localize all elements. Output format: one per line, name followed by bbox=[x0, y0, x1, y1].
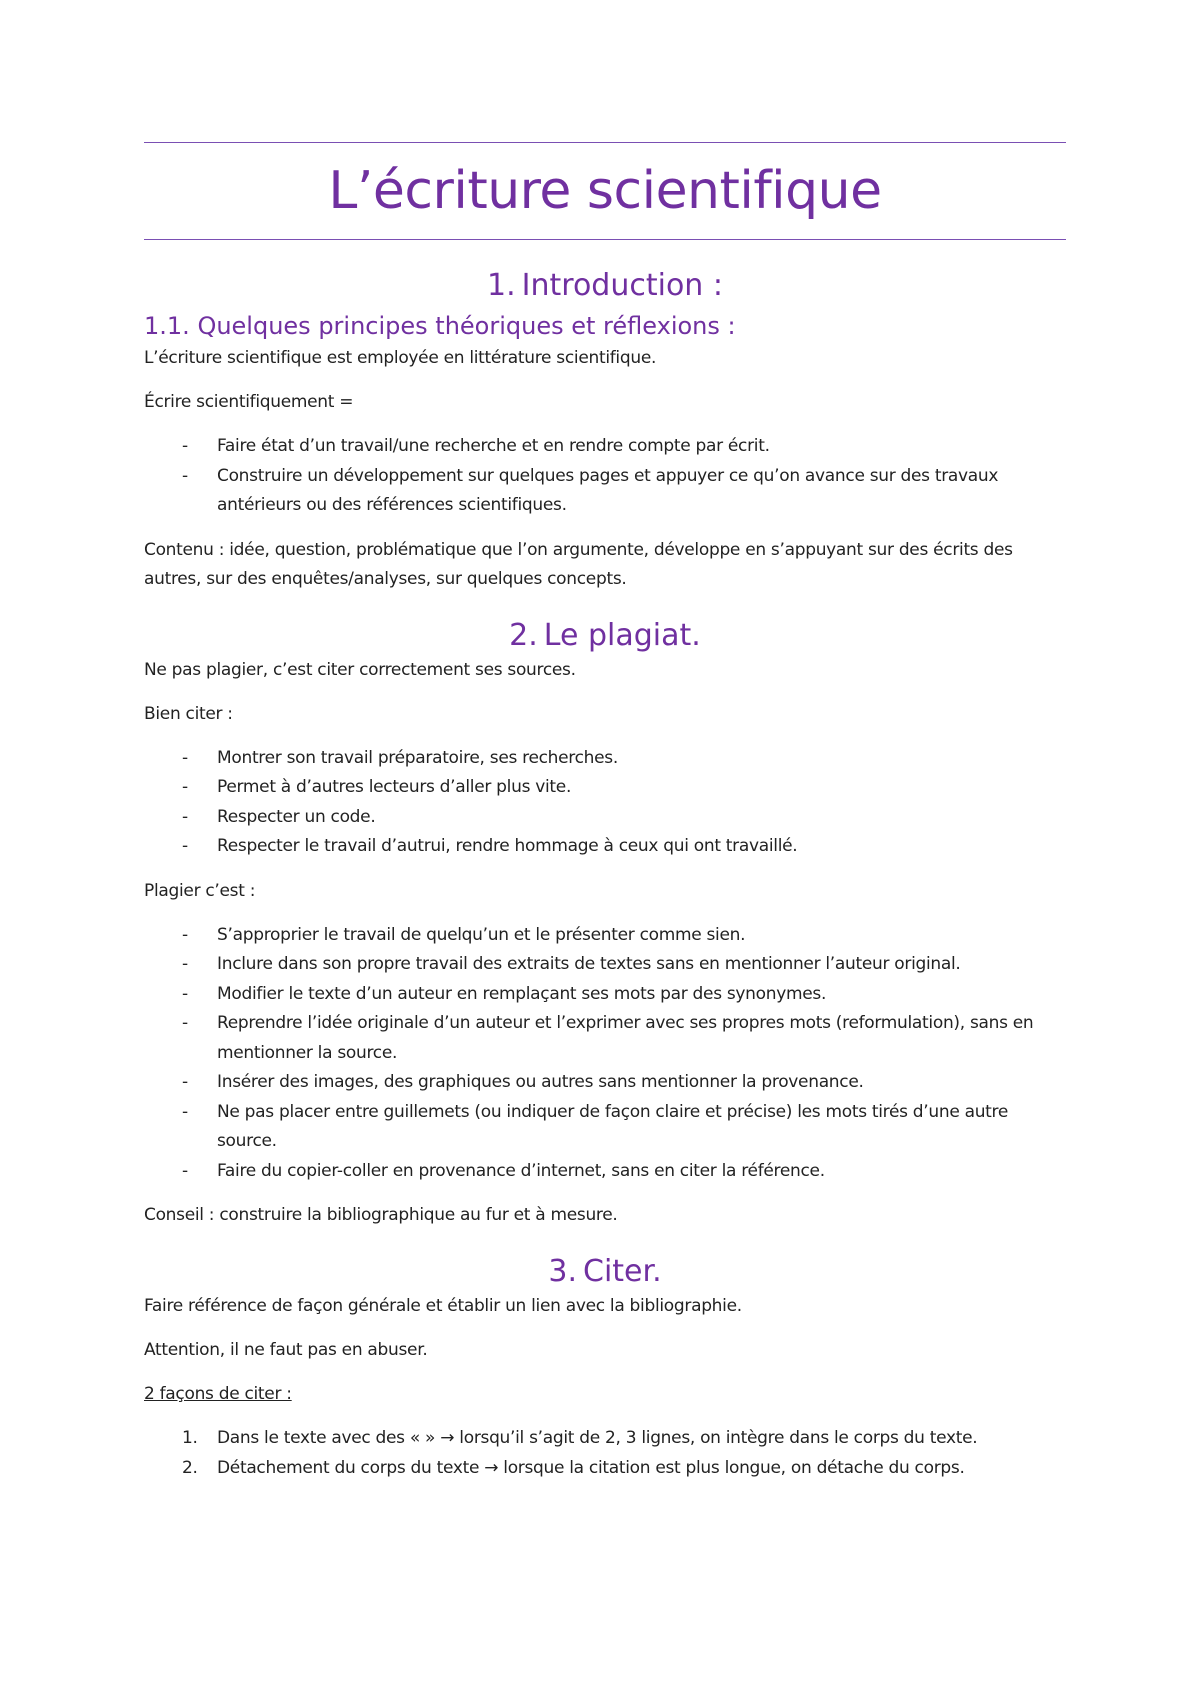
dash-marker: - bbox=[182, 954, 188, 974]
section-3-heading bbox=[144, 1252, 1066, 1292]
attention-paragraph: Attention, il ne faut pas en abuser. bbox=[144, 1340, 428, 1360]
list-item-text: Ne pas placer entre guillemets (ou indiquer de façon claire et précise) les mots tirés d’une autre source. bbox=[217, 1101, 1009, 1151]
list-item-text: Faire état d’un travail/une recherche et en rendre compte par écrit. bbox=[217, 436, 770, 456]
bien-citer-list bbox=[144, 744, 1066, 862]
dash-marker: - bbox=[182, 924, 188, 945]
facons-de-citer-list bbox=[144, 1424, 1066, 1483]
subsection-1-1-title: Quelques principes théoriques et réflexions : bbox=[197, 312, 736, 340]
list-item bbox=[144, 980, 1066, 1010]
list-item bbox=[144, 1454, 1066, 1484]
list-item-text: S’approprier le travail de quelqu’un et le présenter comme sien. bbox=[217, 924, 746, 945]
section-1-heading bbox=[144, 266, 1066, 306]
list-item bbox=[144, 950, 1066, 980]
dash-marker: - bbox=[182, 436, 188, 456]
title-bottom-rule bbox=[144, 239, 1066, 240]
citer-intro: Faire référence de façon générale et établir un lien avec la bibliographie. bbox=[144, 1296, 742, 1316]
list-item-text: Inclure dans son propre travail des extraits de textes sans en mentionner l’auteur original. bbox=[217, 954, 961, 974]
ecrire-label: Écrire scientifiquement = bbox=[144, 392, 354, 412]
plagiat-intro: Ne pas plagier, c’est citer correctement ses sources. bbox=[144, 659, 576, 680]
list-item bbox=[144, 1009, 1066, 1068]
intro-paragraph: L’écriture scientifique est employée en littérature scientifique. bbox=[144, 348, 657, 368]
subsection-1-1-number: 1.1. bbox=[144, 312, 190, 340]
section-2-number: 2. bbox=[509, 617, 538, 653]
list-item-text: Construire un développement sur quelques pages et appuyer ce qu’on avance sur des travaux antérieurs ou des références scientifiques. bbox=[217, 465, 999, 515]
section-3-number: 3. bbox=[548, 1254, 577, 1289]
list-item-text: Dans le texte avec des « » → lorsqu’il s’agit de 2, 3 lignes, on intègre dans le corps du texte. bbox=[217, 1428, 978, 1448]
list-item bbox=[144, 1098, 1066, 1157]
dash-marker: - bbox=[182, 806, 188, 827]
section-2-title: Le plagiat. bbox=[543, 617, 701, 653]
list-item bbox=[144, 832, 1066, 862]
document-title: L’écriture scientifique bbox=[328, 161, 882, 221]
list-item bbox=[144, 773, 1066, 803]
ecrire-list bbox=[144, 432, 1066, 521]
dash-marker: - bbox=[182, 777, 188, 797]
section-3-title: Citer. bbox=[583, 1254, 662, 1289]
document-page bbox=[144, 142, 1066, 1498]
dash-marker: - bbox=[182, 465, 188, 486]
dash-marker: - bbox=[182, 1072, 188, 1092]
section-1-number: 1. bbox=[487, 268, 516, 303]
list-item bbox=[144, 1068, 1066, 1098]
list-item-text: Modifier le texte d’un auteur en remplaçant ses mots par des synonymes. bbox=[217, 983, 827, 1004]
dash-marker: - bbox=[182, 1160, 188, 1181]
list-item bbox=[144, 1157, 1066, 1187]
facons-de-citer-label: 2 façons de citer : bbox=[144, 1384, 292, 1404]
conseil-paragraph: Conseil : construire la bibliographique au fur et à mesure. bbox=[144, 1205, 618, 1225]
list-item bbox=[144, 921, 1066, 951]
list-item-text: Détachement du corps du texte → lorsque la citation est plus longue, on détache du corps. bbox=[217, 1457, 965, 1478]
list-item bbox=[144, 1424, 1066, 1454]
dash-marker: - bbox=[182, 836, 188, 856]
plagier-list bbox=[144, 921, 1066, 1187]
list-item bbox=[144, 432, 1066, 462]
bien-citer-label: Bien citer : bbox=[144, 703, 233, 724]
dash-marker: - bbox=[182, 1013, 188, 1033]
section-1-title: Introduction : bbox=[521, 268, 723, 303]
dash-marker: - bbox=[182, 1101, 188, 1122]
list-item-text: Insérer des images, des graphiques ou autres sans mentionner la provenance. bbox=[217, 1072, 864, 1092]
list-item bbox=[144, 462, 1066, 521]
list-item-text: Faire du copier-coller en provenance d’internet, sans en citer la référence. bbox=[217, 1160, 825, 1181]
subsection-1-1-heading bbox=[144, 308, 1066, 344]
number-marker: 1. bbox=[182, 1428, 198, 1448]
list-item-text: Respecter un code. bbox=[217, 806, 376, 827]
list-item bbox=[144, 803, 1066, 833]
list-item-text: Reprendre l’idée originale d’un auteur et l’exprimer avec ses propres mots (reformulation), sans en mentionner la source. bbox=[217, 1013, 1034, 1063]
contenu-paragraph: Contenu : idée, question, problématique que l’on argumente, développe en s’appuyant sur des écrits des autres, sur des enquêtes/analyses, sur quelques concepts. bbox=[144, 539, 1013, 589]
list-item-text: Permet à d’autres lecteurs d’aller plus vite. bbox=[217, 777, 572, 797]
section-2-heading bbox=[144, 616, 1066, 656]
list-item bbox=[144, 744, 1066, 774]
number-marker: 2. bbox=[182, 1457, 198, 1478]
dash-marker: - bbox=[182, 747, 188, 768]
list-item-text: Respecter le travail d’autrui, rendre hommage à ceux qui ont travaillé. bbox=[217, 836, 798, 856]
plagier-label: Plagier c’est : bbox=[144, 880, 256, 901]
list-item-text: Montrer son travail préparatoire, ses recherches. bbox=[217, 747, 618, 768]
dash-marker: - bbox=[182, 983, 188, 1004]
